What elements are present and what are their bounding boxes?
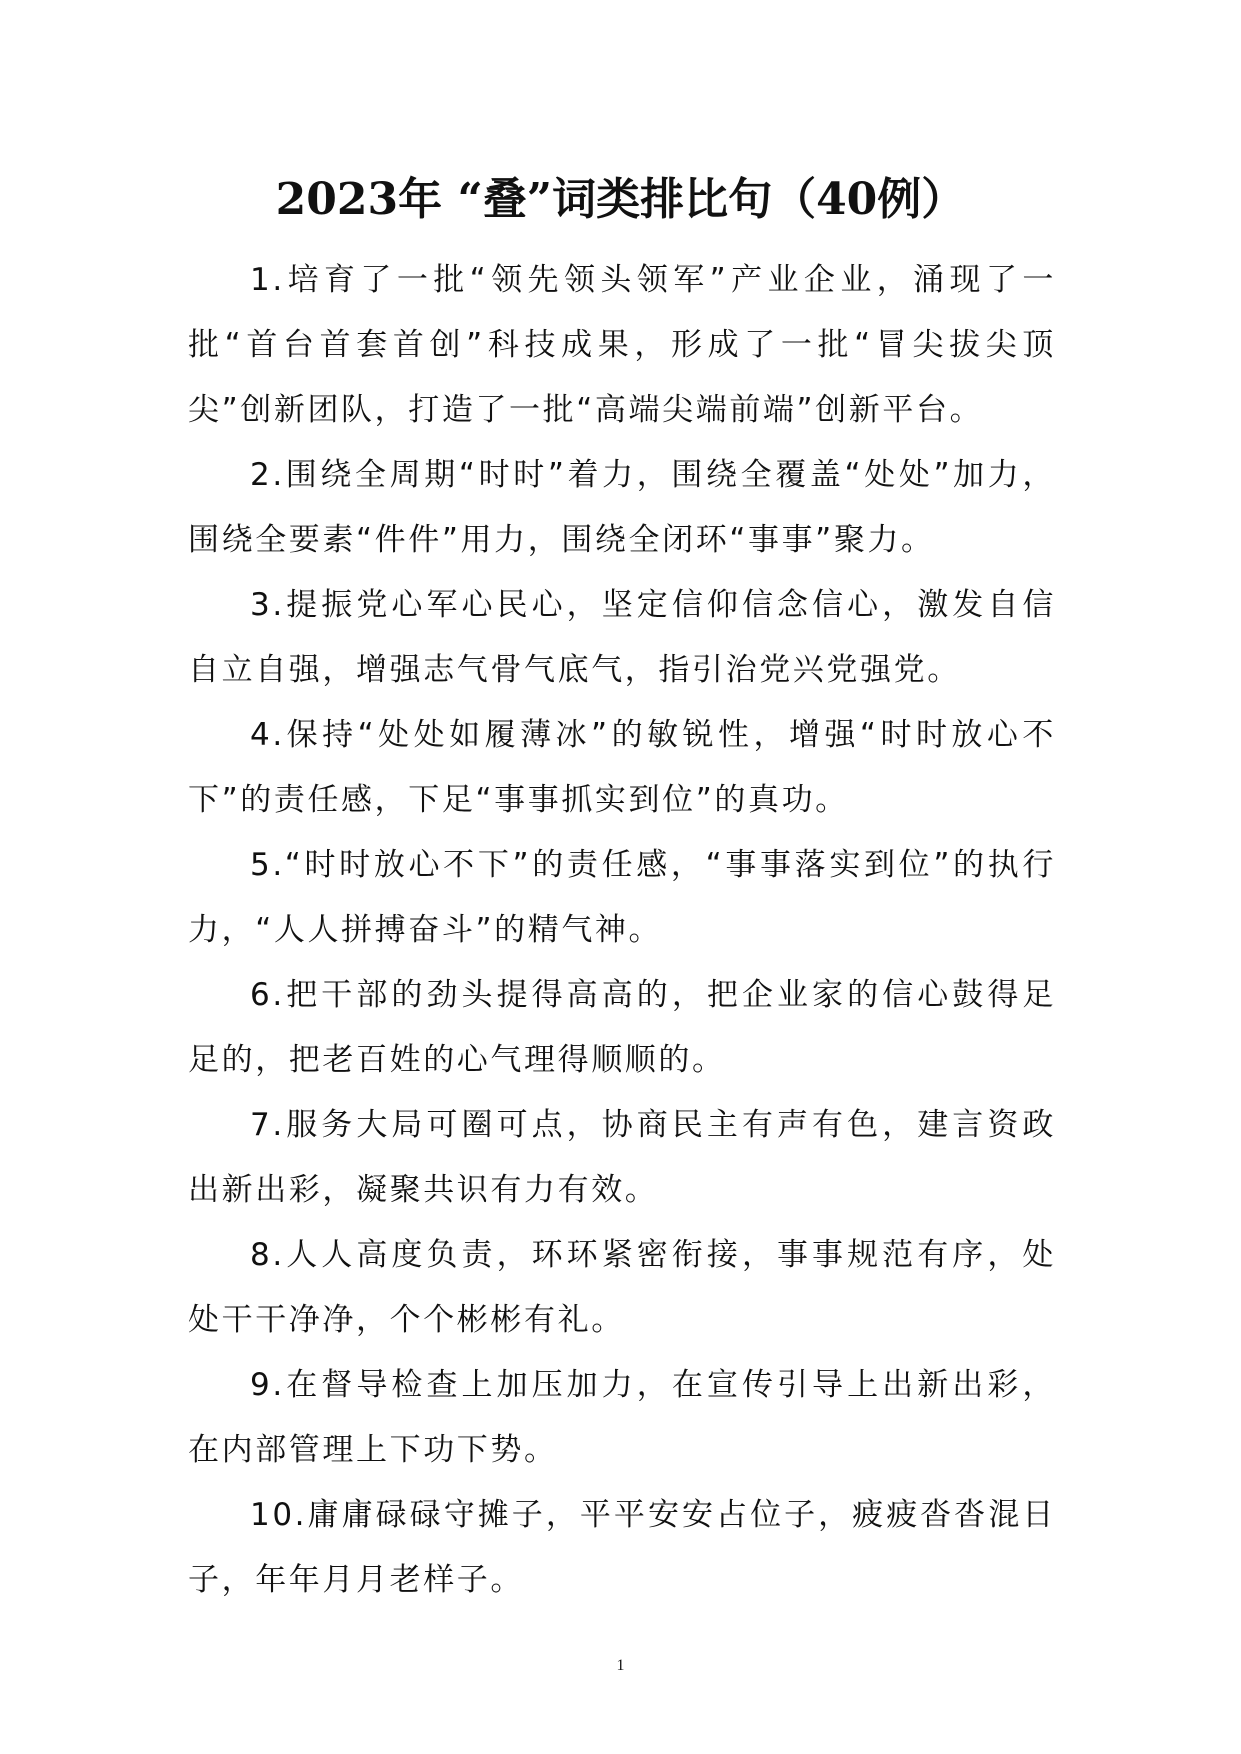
paragraph-6: 6.把干部的劲头提得高高的，把企业家的信心鼓得足足的，把老百姓的心气理得顺顺的。 (188, 977, 1056, 1078)
paragraph-1: 1.培育了一批“领先领头领军”产业企业，涌现了一批“首台首套首创”科技成果，形成了一批“冒尖拔尖顶尖”创新团队，打造了一批“高端尖端前端”创新平台。 (188, 262, 1056, 428)
paragraph-4: 4.保持“处处如履薄冰”的敏锐性，增强“时时放心不下”的责任感，下足“事事抓实到位”的真功。 (188, 717, 1056, 818)
paragraph-10: 10.庸庸碌碌守摊子，平平安安占位子，疲疲沓沓混日子，年年月月老样子。 (188, 1497, 1056, 1598)
paragraph-2: 2.围绕全周期“时时”着力，围绕全覆盖“处处”加力，围绕全要素“件件”用力，围绕全闭环“事事”聚力。 (188, 457, 1056, 558)
paragraph-9: 9.在督导检查上加压加力，在宣传引导上出新出彩，在内部管理上下功下势。 (188, 1367, 1056, 1468)
document-body (188, 248, 1056, 1613)
paragraph-8: 8.人人高度负责，环环紧密衔接，事事规范有序，处处干干净净，个个彬彬有礼。 (188, 1237, 1056, 1338)
paragraph-5: 5.“时时放心不下”的责任感，“事事落实到位”的执行力，“人人拼搏奋斗”的精气神。 (188, 847, 1056, 948)
document-title: 2023年 “叠”词类排比句（40例） (275, 174, 966, 225)
paragraph-3: 3.提振党心军心民心，坚定信仰信念信心，激发自信自立自强，增强志气骨气底气，指引治党兴党强党。 (188, 587, 1056, 688)
paragraph-7: 7.服务大局可圈可点，协商民主有声有色，建言资政出新出彩，凝聚共识有力有效。 (188, 1107, 1056, 1208)
page-number: 1 (616, 1657, 625, 1674)
